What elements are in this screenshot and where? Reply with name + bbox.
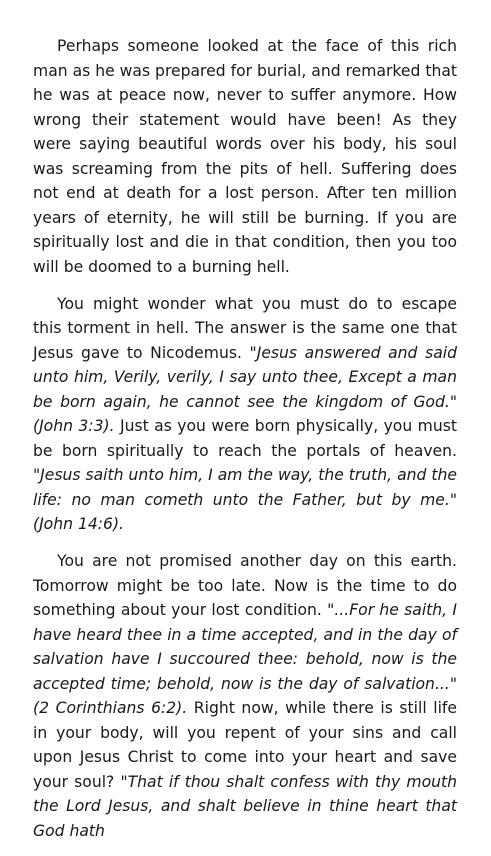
scripture-quote-john-3-3: "Jesus answered and said unto him, Verily, verily, I say unto thee, Except a man be born again, he cannot see the kingdom of God." (John 3:3).: [33, 343, 457, 435]
paragraph-2: [33, 292, 457, 537]
scripture-quote-romans-10-9: "That if thou shalt confess with thy mouth the Lord Jesus, and shalt believe in thine heart that God hath: [33, 772, 457, 840]
document-page: [33, 34, 457, 856]
paragraph-3: [33, 549, 457, 843]
paragraph-2-text-continued: Just as you were born physically, you must be born spiritually to reach the portals of heaven.: [33, 417, 457, 460]
paragraph-3-text-continued: Right now, while there is still life in your body, will you repent of your sins and call upon Jesus Christ to come into your heart and save your soul?: [33, 699, 457, 791]
paragraph-1-text: Perhaps someone looked at the face of this rich man as he was prepared for burial, and remarked that he was at peace now, never to suffer anymore. How wrong their statement would have been! As they were saying beautiful words over his body, his soul was screaming from the pits of hell. Suffering does not end at death for a lost person. After ten million years of eternity, he will still be burning. If you are spiritually lost and die in that condition, then you too will be doomed to a burning hell.: [33, 37, 458, 276]
paragraph-3-text: You are not promised another day on this earth. Tomorrow might be too late. Now is the time to do something about your lost condition.: [33, 552, 457, 619]
paragraph-1: [33, 34, 457, 279]
scripture-quote-john-14-6: "Jesus saith unto him, I am the way, the truth, and the life: no man cometh unto the Father, but by me." (John 14:6).: [33, 466, 457, 533]
scripture-quote-2-corinthians-6-2: "...For he saith, I have heard thee in a time accepted, and in the day of salvation have I succoured thee: behold, now is the accepted time; behold, now is the day of salvation..." (2 Corinthians 6:2).: [33, 601, 457, 717]
paragraph-2-text: You might wonder what you must do to escape this torment in hell. The answer is the same one that Jesus gave to Nicodemus.: [33, 294, 457, 362]
